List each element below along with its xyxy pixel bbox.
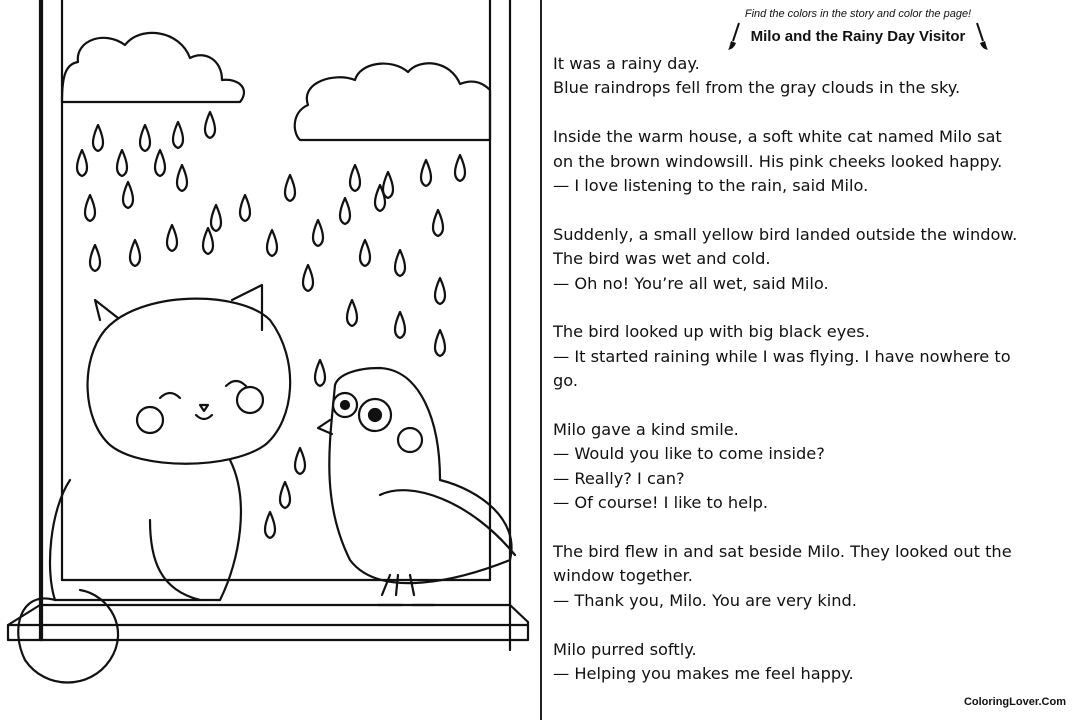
- story-paragraph: [553, 540, 1073, 613]
- story-line: — Really? I can?: [553, 468, 685, 488]
- story-line: — Of course! I like to help.: [553, 493, 769, 513]
- site-credit[interactable]: ColoringLover.Com: [963, 696, 1066, 708]
- story-line: The bird flew in and sat beside Milo. They looked out the: [553, 542, 1012, 562]
- page-divider: [540, 0, 542, 720]
- story-line: Inside the warm house, a soft white cat named Milo sat: [553, 127, 1002, 147]
- story-line: The bird was wet and cold.: [553, 249, 771, 269]
- raindrop-icon: [77, 112, 465, 538]
- story-line: — Helping you makes me feel happy.: [553, 664, 854, 684]
- subtitle: Find the colors in the story and color the page!: [744, 8, 972, 20]
- cloud-icon: [62, 33, 244, 102]
- story-line: — I love listening to the rain, said Milo.: [553, 176, 869, 196]
- story-line: It was a rainy day.: [553, 54, 700, 73]
- story-paragraph: [553, 418, 1073, 516]
- paintbrush-icon: [971, 21, 989, 51]
- story-line: window together.: [553, 566, 693, 586]
- story-line: Blue raindrops fell from the gray clouds in the sky.: [553, 78, 961, 98]
- paintbrush-icon: [727, 21, 745, 51]
- story-line: go.: [553, 371, 579, 391]
- story-line: Suddenly, a small yellow bird landed outside the window.: [553, 224, 1018, 244]
- story-line: — Thank you, Milo. You are very kind.: [553, 590, 857, 610]
- window-icon: [8, 0, 528, 650]
- story-line: on the brown windowsill. His pink cheeks looked happy.: [553, 151, 1003, 171]
- story-paragraph: [553, 320, 1073, 393]
- story-body: [553, 52, 1073, 711]
- story-paragraph: [553, 223, 1073, 296]
- story-line: Milo purred softly.: [553, 639, 697, 659]
- cat-icon: [18, 285, 290, 683]
- title-row: [673, 21, 1043, 51]
- story-line: — It started raining while I was flying. I have nowhere to: [553, 346, 1011, 366]
- story-paragraph: [553, 52, 1073, 101]
- story-header: [673, 8, 1043, 51]
- story-line: — Oh no! You’re all wet, said Milo.: [553, 273, 829, 293]
- story-line: — Would you like to come inside?: [553, 444, 825, 464]
- bird-icon: [318, 368, 515, 605]
- story-paragraph: [553, 638, 1073, 687]
- story-line: Milo gave a kind smile.: [553, 420, 739, 440]
- story-paragraph: [553, 125, 1073, 198]
- story-line: The bird looked up with big black eyes.: [553, 322, 870, 342]
- cloud-icon: [295, 63, 490, 140]
- page-title: Milo and the Rainy Day Visitor: [750, 27, 966, 45]
